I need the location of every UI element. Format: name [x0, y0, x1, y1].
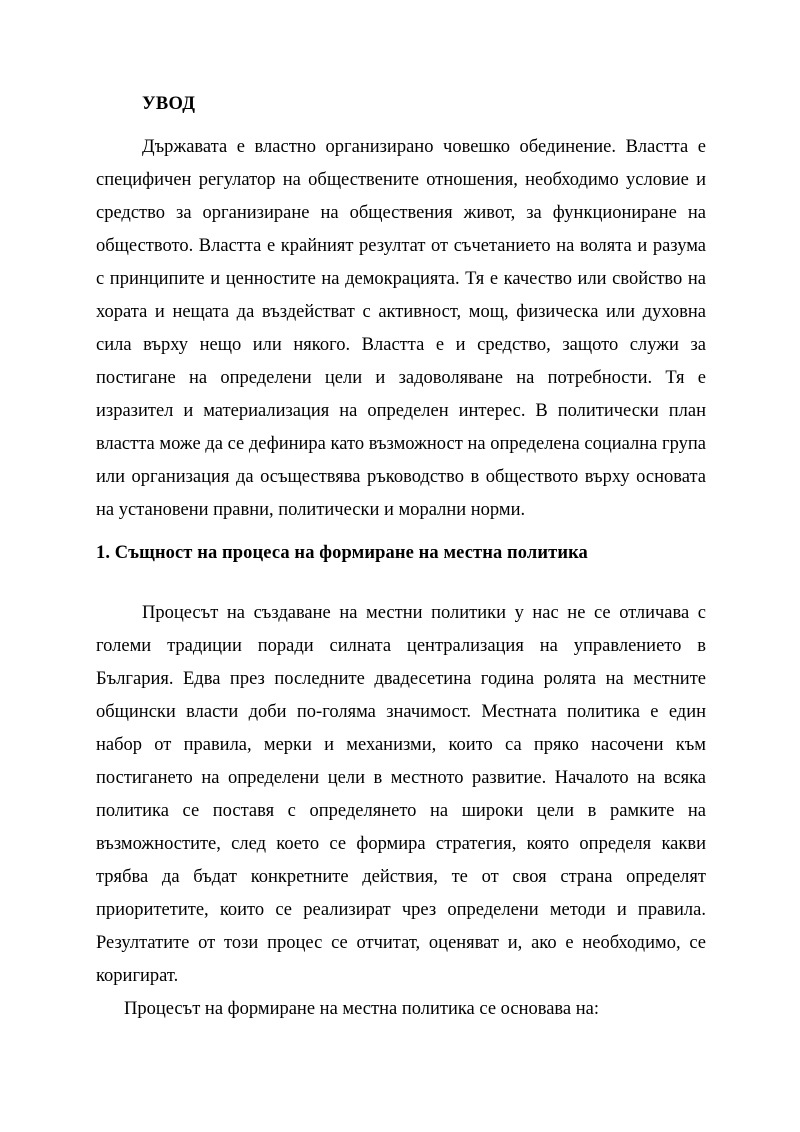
section-heading-1: 1. Същност на процеса на формиране на местна политика [96, 543, 588, 563]
page-title: УВОД [142, 94, 196, 114]
spacer [96, 527, 706, 537]
spacer [96, 570, 706, 597]
paragraph-section-1-body: Процесът на създаване на местни политики у нас не се отличава с големи традиции поради силната централизация на управлението в България. Едва през последните двадесетина година ролята на местните общински власти доби по-голяма значимост. Местната политика е един набор от правила, мерки и механизми, които са пряко насочени към постигането на определени цели в местното развитие. Началото на всяка политика се поставя с определянето на широки цели в рамките на възможностите, след което се формира стратегия, която определя какви трябва да бъдат конкретните действия, те от своя страна определят приоритетите, които се реализират чрез определени методи и правила. Резултатите от този процес се отчитат, оценяват и, ако е необходимо, се коригират. [96, 603, 706, 986]
paragraph-intro: Държавата е властно организирано човешко обединение. Властта е специфичен регулатор на обществените отношения, необходимо условие и средство за организиране на обществения живот, за функциониране на обществото. Властта е крайният резултат от съчетанието на волята и разума с принципите и ценностите на демокрацията. Тя е качество или свойство на хората и нещата да въздействат с активност, мощ, физическа или духовна сила върху нещо или някого. Властта е и средство, защото служи за постигане на определени цели и задоволяване на потребности. Тя е изразител и материализация на определен интерес. В политически план властта може да се дефинира като възможност на определена социална група или организация да осъществява ръководство в обществото върху основата на установени правни, политически и морални норми. [96, 137, 706, 520]
spacer [96, 121, 706, 131]
document-body [96, 88, 706, 1026]
paragraph-list-intro: Процесът на формиране на местна политика се основава на: [124, 999, 600, 1019]
